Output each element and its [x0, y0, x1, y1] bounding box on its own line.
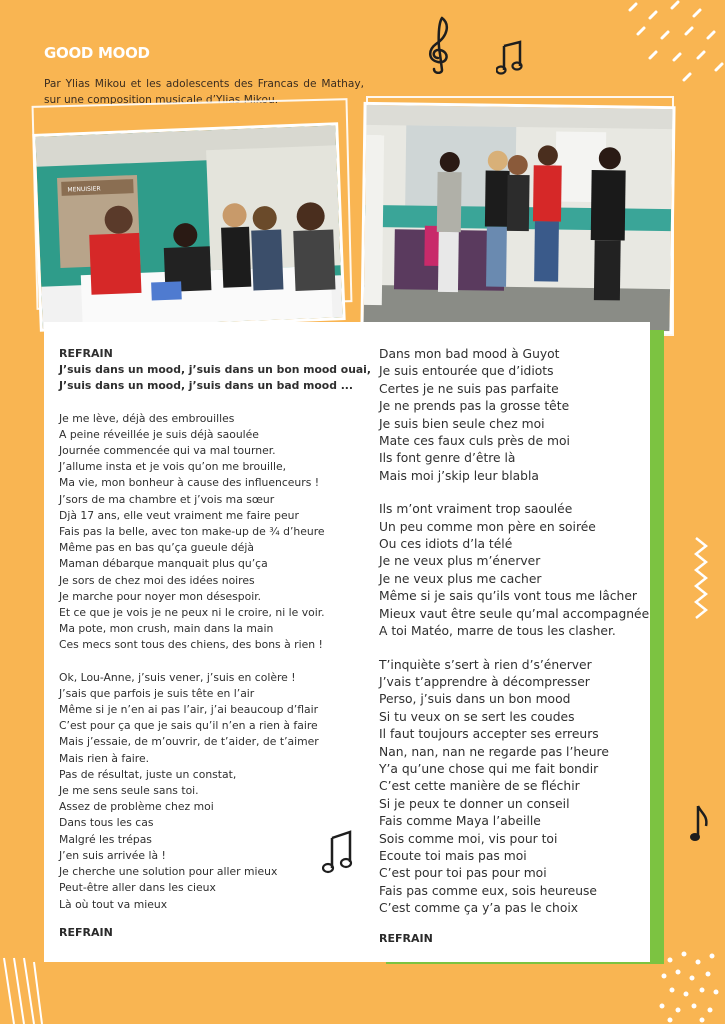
stanza-left-2	[59, 670, 379, 913]
lyric-line: Y’a qu’une chose qui me fait bondir	[379, 761, 599, 776]
lyric-line: C’est pour toi pas pour moi	[379, 866, 547, 881]
lyric-line: Si je peux te donner un conseil	[379, 796, 570, 811]
lyric-line: Nan, nan, nan ne regarde pas l’heure	[379, 744, 609, 759]
lyric-line: Ils m’ont vraiment trop saoulée	[379, 502, 573, 517]
lyric-line: J’sais que parfois je suis tête en l’air	[59, 686, 255, 700]
lyric-line: Même pas en bas qu’ça gueule déjà	[59, 541, 255, 555]
group-photo-right	[360, 102, 675, 334]
refrain-label: REFRAIN	[59, 347, 113, 360]
lyric-line: Journée commencée qui va mal tourner.	[59, 444, 276, 458]
stanza-right-1	[379, 346, 649, 485]
lyric-line: J’en suis arrivée là !	[59, 848, 166, 862]
beamed-notes-icon	[496, 40, 526, 76]
lyric-line: Je me lève, déjà des embrouilles	[59, 411, 235, 425]
lyric-line: Ces mecs sont tous des chiens, des bons à rien !	[59, 638, 323, 652]
lyric-line: Djà 17 ans, elle veut vraiment me faire peur	[59, 508, 299, 522]
lyric-line: Fais pas comme eux, sois heureuse	[379, 883, 597, 898]
lyric-line: C’est pour ça que je sais qu’il n’en a rien à faire	[59, 719, 318, 733]
lyric-line: Je ne veux plus m’énerver	[379, 554, 541, 569]
lyric-line: Je ne prends pas la grosse tête	[379, 399, 570, 414]
lyric-line: Mais j’essaie, de m’ouvrir, de t’aider, de t’aimer	[59, 735, 319, 749]
page-title: GOOD MOOD	[44, 44, 150, 62]
top-right-dash-pattern	[610, 0, 725, 90]
lyric-line: A peine réveillée je suis déjà saoulée	[59, 427, 259, 441]
refrain-line: J’suis dans un mood, j’suis dans un bad mood ...	[59, 379, 354, 393]
lyric-line: Ma vie, mon bonheur à cause des influenceurs !	[59, 476, 320, 490]
lyric-line: Et ce que je vois je ne peux ni le croire, ni le voir.	[59, 606, 325, 620]
stanza-left-1	[59, 411, 379, 654]
eighth-note-icon	[688, 804, 710, 846]
refrain-label-end-right: REFRAIN	[379, 932, 433, 945]
lyric-line: T’inquiète s’sert à rien d’s’énerver	[379, 657, 592, 672]
lyrics-card	[44, 322, 650, 962]
lyric-line: Certes je ne suis pas parfaite	[379, 381, 559, 396]
lyric-line: Je ne veux plus me cacher	[379, 571, 542, 586]
lyric-line: Un peu comme mon père en soirée	[379, 519, 596, 534]
lyric-line: Je marche pour noyer mon désespoir.	[59, 589, 262, 603]
lyric-line: Il faut toujours accepter ses erreurs	[379, 727, 599, 742]
lyric-line: Mais rien à faire.	[59, 751, 150, 765]
lyric-line: A toi Matéo, marre de tous les clasher.	[379, 624, 616, 639]
stanza-right-2	[379, 501, 649, 640]
lyric-line: Ma pote, mon crush, main dans la main	[59, 622, 274, 636]
lyric-line: Fais comme Maya l’abeille	[379, 814, 541, 829]
lyric-line: Là où tout va mieux	[59, 897, 168, 911]
lyric-line: J’vais t’apprendre à décompresser	[379, 674, 590, 689]
lyric-line: Fais pas la belle, avec ton make-up de ¾ d’heure	[59, 525, 325, 539]
lyric-line: Mate ces faux culs près de moi	[379, 434, 570, 449]
lyric-line: Même si je n’en ai pas l’air, j’ai beaucoup d’flair	[59, 703, 319, 717]
treble-clef-icon	[420, 14, 460, 74]
refrain-label-end-left: REFRAIN	[59, 926, 113, 939]
beamed-notes-icon	[322, 830, 356, 874]
lyric-line: Si tu veux on se sert les coudes	[379, 709, 575, 724]
sign-text: MENUISIER	[67, 185, 101, 194]
lyric-line: C’est cette manière de se fléchir	[379, 779, 580, 794]
zigzag-decoration	[682, 536, 712, 626]
stanza-right-3	[379, 657, 649, 918]
lyric-line: Ok, Lou-Anne, j’suis vener, j’suis en colère !	[59, 670, 296, 684]
lyric-line: Dans tous les cas	[59, 816, 154, 830]
lyric-line: Ou ces idiots d’la télé	[379, 537, 513, 552]
intro-text: Par Ylias Mikou et les adolescents des Francas de Mathay, sur une composition musicale d’Ylias Mikou.	[44, 78, 364, 106]
lyric-line: Sois comme moi, vis pour toi	[379, 831, 558, 846]
lyric-line: Je me sens seule sans toi.	[59, 784, 199, 798]
lyric-line: Peut-être aller dans les cieux	[59, 881, 216, 895]
lyric-line: Ils font genre d’être là	[379, 451, 516, 466]
lyric-line: Je sors de chez moi des idées noires	[59, 573, 255, 587]
lyric-line: Même si je sais qu’ils vont tous me lâcher	[379, 589, 637, 604]
lyric-line: Dans mon bad mood à Guyot	[379, 347, 560, 361]
lyric-line: Malgré les trépas	[59, 832, 152, 846]
lyrics-right-column	[379, 346, 649, 934]
lyric-line: Je suis bien seule chez moi	[379, 416, 545, 431]
lyric-line: J’allume insta et je vois qu’on me brouille,	[59, 460, 287, 474]
refrain-line: J’suis dans un mood, j’suis dans un bon mood ouai,	[59, 363, 371, 377]
left-squiggle-lines	[0, 952, 60, 1024]
lyric-line: Ecoute toi mais pas moi	[379, 848, 527, 863]
lyric-line: Je cherche une solution pour aller mieux	[59, 865, 278, 879]
lyric-line: Je suis entourée que d’idiots	[379, 364, 554, 379]
lyric-line: Mais moi j’skip leur blabla	[379, 468, 539, 483]
lyric-line: C’est comme ça y’a pas le choix	[379, 901, 579, 916]
lyric-line: Assez de problème chez moi	[59, 800, 214, 814]
lyric-line: Maman débarque manquait plus qu’ça	[59, 557, 268, 571]
lyric-line: Perso, j’suis dans un bon mood	[379, 692, 571, 707]
lyric-line: Pas de résultat, juste un constat,	[59, 767, 237, 781]
lyric-line: Mieux vaut être seule qu’mal accompagnée	[379, 606, 650, 621]
lyric-line: J’sors de ma chambre et j’vois ma sœur	[59, 492, 275, 506]
refrain-lines	[59, 362, 379, 394]
group-photo-left	[32, 122, 345, 332]
